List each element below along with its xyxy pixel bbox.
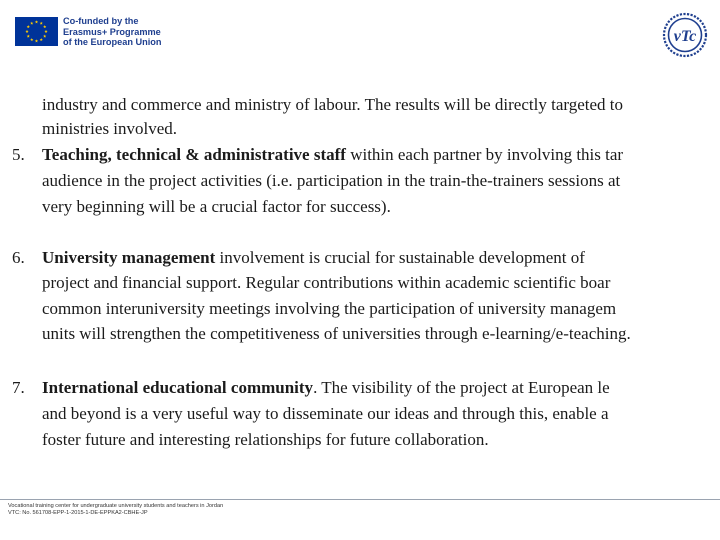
- eu-star-icon: [40, 22, 43, 25]
- eu-caption-line-1: Co-funded by the: [63, 16, 139, 26]
- item-6-line-1: [42, 248, 585, 268]
- eu-star-icon: [43, 25, 46, 28]
- vtc-logo: [660, 12, 710, 58]
- item-7-line-2: and beyond is a very useful way to disseminate our ideas and through this, enable a: [42, 404, 609, 423]
- eu-star-icon: [27, 25, 30, 28]
- item-5-heading: Teaching, technical & administrative staff: [42, 145, 346, 164]
- footer-line-1: Vocational training center for undergraduate university students and teachers in Jordan: [8, 503, 224, 509]
- item-7-line-3: foster future and interesting relationships for future collaboration.: [42, 430, 489, 449]
- item-6-heading: University management: [42, 248, 216, 267]
- item-7-line-1: [42, 378, 610, 398]
- item-7-line-1-rest: . The visibility of the project at European le: [313, 378, 610, 397]
- eu-star-icon: [40, 38, 43, 41]
- item-6-line-1-rest: involvement is crucial for sustainable development of: [215, 248, 585, 267]
- eu-star-icon: [25, 30, 28, 33]
- eu-star-icon: [30, 22, 33, 25]
- item-5-line-3: very beginning will be a crucial factor for success).: [42, 197, 391, 216]
- item-5-line-2: audience in the project activities (i.e. participation in the train-the-trainers sessions at: [42, 171, 621, 190]
- footer-line-2: VTC: No. 561708-EPP-1-2015-1-DE-EPPKA2-CBHE-JP: [8, 510, 148, 516]
- item-7-number: 7.: [12, 378, 25, 397]
- footer-divider: [0, 499, 720, 500]
- eu-star-icon: [43, 35, 46, 38]
- footer-caption: [8, 503, 223, 517]
- eu-caption-line-2: Erasmus+ Programme: [63, 26, 161, 37]
- eu-star-icon: [44, 30, 47, 33]
- intro-line-2: ministries involved.: [42, 119, 178, 138]
- item-6-line-3: common interuniversity meetings involving the participation of university managem: [42, 299, 617, 318]
- eu-star-icon: [35, 39, 38, 42]
- eu-flag-icon: [15, 17, 58, 46]
- item-5-number: 5.: [12, 145, 25, 164]
- eu-star-icon: [27, 35, 30, 38]
- item-6-number: 6.: [12, 248, 25, 267]
- eu-star-icon: [35, 20, 38, 23]
- eu-star-icon: [30, 38, 33, 41]
- eu-caption-line-3: of the European Union: [63, 37, 162, 48]
- item-5-line-1: [42, 145, 623, 165]
- intro-line-1: industry and commerce and ministry of labour. The results will be directly targeted to: [42, 95, 624, 114]
- eu-cofunded-caption: [63, 16, 162, 48]
- item-6-line-4: units will strengthen the competitiveness of universities through e-learning/e-teaching.: [42, 324, 631, 343]
- item-7-heading: International educational community: [42, 378, 314, 397]
- vtc-logo-text: vTc: [673, 28, 697, 45]
- item-5-line-1-rest: within each partner by involving this tar: [345, 145, 624, 164]
- item-6-line-2: project and financial support. Regular contributions within academic scientific boar: [42, 273, 611, 292]
